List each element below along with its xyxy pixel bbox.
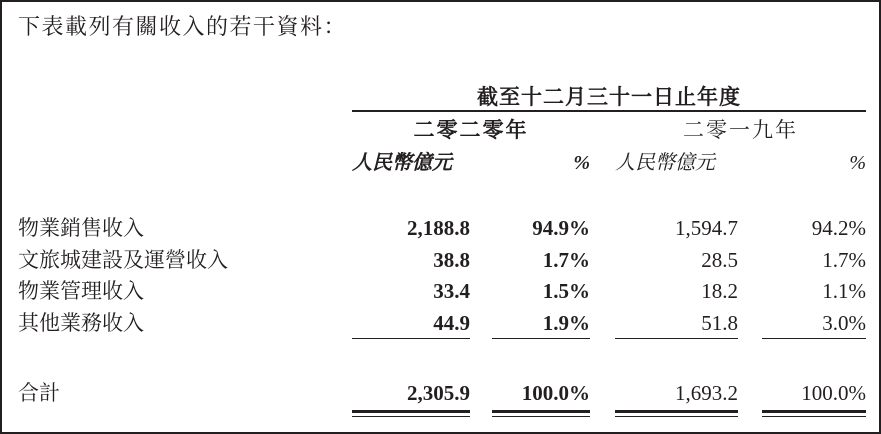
cell-2019-amount: 1,594.7 — [675, 216, 738, 240]
row-label: 物業銷售收入 — [18, 216, 144, 240]
year-2019-header: 二零一九年 — [683, 118, 798, 142]
cell-2019-amount: 51.8 — [615, 308, 738, 340]
cell-2019-amount: 28.5 — [701, 247, 738, 272]
cell-2020-pct: 94.9% — [532, 216, 590, 240]
total-2020-pct: 100.0% — [521, 381, 590, 405]
cell-2020-amount: 2,188.8 — [407, 216, 470, 240]
total-2019-pct: 100.0% — [801, 381, 866, 405]
year-2020-header: 二零二零年 — [413, 118, 529, 142]
unit-2019-amount-header: 人民幣億元 — [615, 152, 715, 174]
double-rule — [615, 410, 738, 417]
cell-2019-amount: 18.2 — [701, 279, 738, 303]
cell-2020-pct: 1.7% — [542, 247, 590, 272]
cell-2020-pct: 1.5% — [542, 279, 590, 303]
cell-2019-pct: 94.2% — [811, 216, 866, 240]
total-label: 合計 — [18, 381, 60, 405]
total-2019-amount: 1,693.2 — [675, 381, 738, 405]
row-label: 文旅城建設及運營收入 — [18, 247, 228, 272]
cell-2020-amount: 44.9 — [352, 308, 470, 340]
double-rule — [492, 410, 590, 417]
unit-2019-pct-header: % — [849, 152, 866, 174]
cell-2020-pct: 1.9% — [492, 308, 590, 340]
cell-2020-amount: 33.4 — [433, 279, 470, 303]
unit-2020-amount-header: 人民幣億元 — [352, 152, 452, 174]
cell-2019-pct: 1.1% — [822, 279, 866, 303]
page-title: 下表載列有關收入的若干資料： — [18, 14, 348, 39]
revenue-table — [18, 84, 866, 419]
double-rule — [352, 410, 470, 417]
period-header: 截至十二月三十一日止年度 — [352, 84, 866, 112]
total-2020-amount: 2,305.9 — [407, 381, 470, 405]
cell-2020-amount: 38.8 — [433, 247, 470, 272]
cell-2019-pct: 3.0% — [762, 308, 866, 340]
row-label: 其他業務收入 — [18, 310, 144, 335]
unit-2020-pct-header: % — [573, 152, 590, 174]
row-label: 物業管理收入 — [18, 279, 144, 303]
cell-2019-pct: 1.7% — [822, 247, 866, 272]
double-rule — [762, 410, 866, 417]
